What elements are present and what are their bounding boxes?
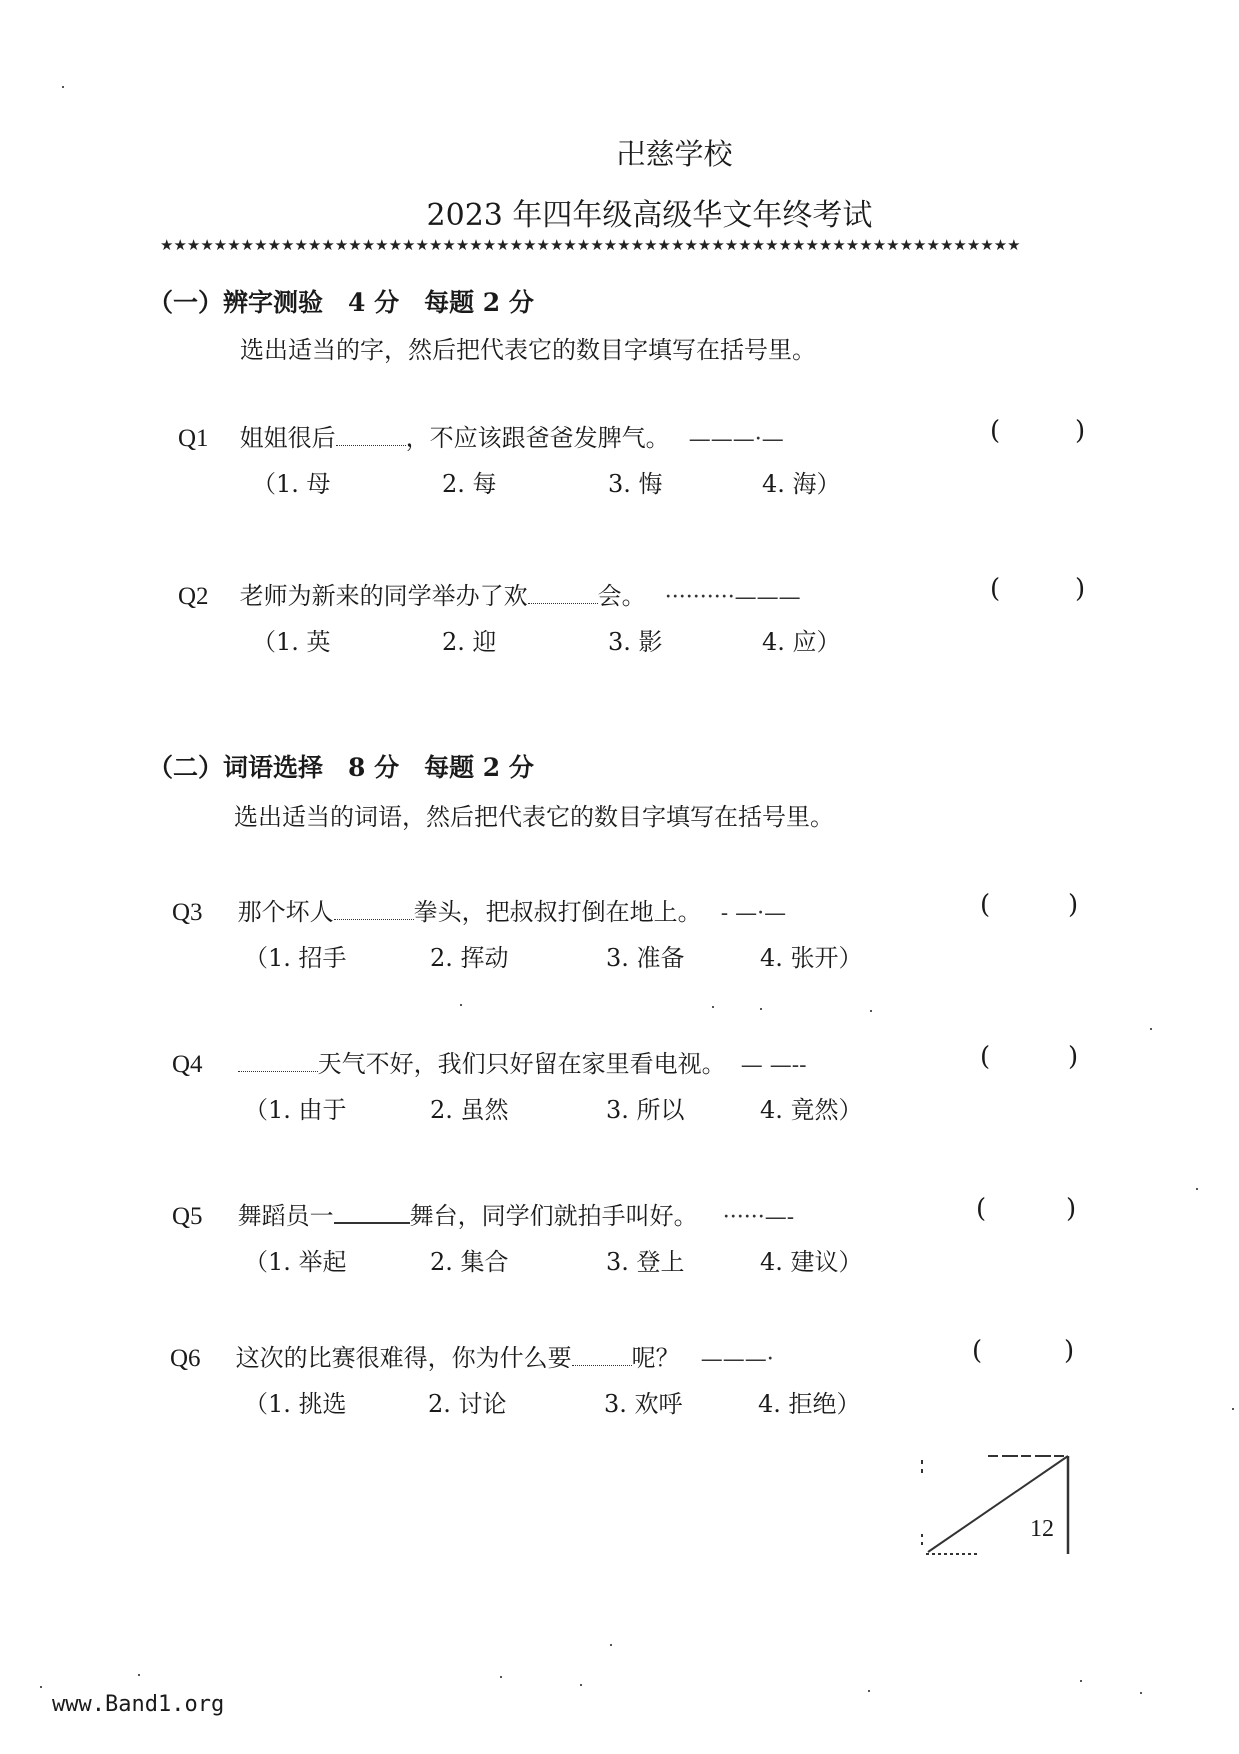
answer-box-q4[interactable] xyxy=(1000,1040,1060,1074)
option-4: 4. 海） xyxy=(762,470,841,498)
option-1: （1. 举起 xyxy=(244,1248,347,1276)
question-text-after: 会。 xyxy=(597,582,646,610)
section-1-title: （一）辨字测验 4 分 每题 2 分 xyxy=(148,288,534,317)
question-number: Q4 xyxy=(172,1051,203,1078)
answer-paren-open: ( xyxy=(980,890,991,920)
answer-paren-close: ) xyxy=(1068,1042,1079,1072)
option-1: （1. 母 xyxy=(252,470,331,498)
question-text-before: 这次的比赛很难得，你为什么要 xyxy=(235,1344,572,1372)
scan-speck xyxy=(500,1676,502,1678)
school-name: 卍慈学校 xyxy=(616,137,733,171)
question-text-before: 老师为新来的同学举办了欢 xyxy=(239,582,528,610)
answer-box-q6[interactable] xyxy=(992,1334,1052,1368)
question-number: Q6 xyxy=(170,1345,201,1372)
option-1: （1. 由于 xyxy=(244,1096,347,1124)
watermark: www.Band1.org xyxy=(52,1692,225,1717)
answer-paren-open: ( xyxy=(976,1194,987,1224)
leader-dashes: ———· xyxy=(700,1347,774,1372)
scan-speck xyxy=(1150,1028,1152,1030)
option-1: （1. 招手 xyxy=(244,944,347,972)
answer-box-q3[interactable] xyxy=(1000,888,1060,922)
answer-paren-open: ( xyxy=(990,416,1001,446)
option-1: （1. 挑选 xyxy=(244,1390,347,1418)
answer-box-q2[interactable] xyxy=(1010,572,1070,606)
question-q6 xyxy=(170,1338,1090,1373)
question-text-before: 姐姐很后 xyxy=(239,424,336,452)
scan-speck xyxy=(1232,1408,1234,1410)
option-2: 2. 挥动 xyxy=(430,944,509,972)
answer-blank[interactable] xyxy=(528,603,598,604)
leader-dashes: - —·— xyxy=(720,901,787,926)
section-1-instruction: 选出适当的字，然后把代表它的数目字填写在括号里。 xyxy=(240,336,816,364)
question-text-after: ，不应该跟爸爸发脾气。 xyxy=(405,424,670,452)
scan-speck xyxy=(1196,1188,1198,1190)
scan-speck xyxy=(460,1004,462,1006)
scan-speck xyxy=(1140,1692,1142,1694)
option-1: （1. 英 xyxy=(252,628,331,656)
option-4: 4. 建议） xyxy=(760,1248,863,1276)
exam-title: 2023 年四年级高级华文年终考试 xyxy=(426,198,873,233)
option-4: 4. 拒绝） xyxy=(758,1390,861,1418)
scan-speck xyxy=(138,1674,140,1676)
answer-blank[interactable] xyxy=(572,1365,632,1366)
question-q3 xyxy=(172,892,1092,927)
answer-paren-close: ) xyxy=(1066,1194,1077,1224)
question-number: Q1 xyxy=(178,425,209,452)
question-text-before: 那个坏人 xyxy=(237,898,334,926)
score-total: 12 xyxy=(1030,1516,1054,1542)
star-divider: ★★★★★★★★★★★★★★★★★★★★★★★★★★★★★★★★★★★★★★★★★★★★★★★★★★★★★★★★★★★★★★★★ xyxy=(160,236,1021,254)
scan-speck xyxy=(760,1008,762,1010)
question-text-after: 舞台，同学们就拍手叫好。 xyxy=(409,1202,698,1230)
option-2: 2. 迎 xyxy=(442,628,497,656)
option-3: 3. 登上 xyxy=(606,1248,685,1276)
scan-speck xyxy=(712,1006,714,1008)
option-3: 3. 悔 xyxy=(608,470,663,498)
scan-speck xyxy=(868,1690,870,1692)
answer-paren-open: ( xyxy=(980,1042,991,1072)
option-3: 3. 准备 xyxy=(606,944,685,972)
option-4: 4. 竟然） xyxy=(760,1096,863,1124)
answer-box-q5[interactable] xyxy=(996,1192,1056,1226)
answer-paren-close: ) xyxy=(1068,890,1079,920)
leader-dashes: — —-- xyxy=(740,1053,807,1078)
answer-paren-open: ( xyxy=(990,574,1001,604)
option-2: 2. 讨论 xyxy=(428,1390,507,1418)
question-text-before: 舞蹈员一 xyxy=(237,1202,334,1230)
answer-blank[interactable] xyxy=(336,445,406,446)
question-text-after: 拳头，把叔叔打倒在地上。 xyxy=(413,898,702,926)
answer-paren-close: ) xyxy=(1064,1336,1075,1366)
option-2: 2. 集合 xyxy=(430,1248,509,1276)
question-number: Q3 xyxy=(172,899,203,926)
answer-blank[interactable] xyxy=(334,1222,410,1224)
option-4: 4. 应） xyxy=(762,628,841,656)
answer-blank[interactable] xyxy=(238,1071,318,1072)
scan-speck xyxy=(1080,1680,1082,1682)
answer-paren-open: ( xyxy=(972,1336,983,1366)
scan-speck xyxy=(580,1684,582,1686)
question-q1 xyxy=(178,418,1098,453)
option-3: 3. 欢呼 xyxy=(604,1390,683,1418)
option-2: 2. 每 xyxy=(442,470,497,498)
question-number: Q2 xyxy=(178,583,209,610)
answer-paren-close: ) xyxy=(1075,416,1086,446)
leader-dashes: ······—- xyxy=(722,1205,795,1230)
scan-speck xyxy=(40,1686,42,1688)
question-q4 xyxy=(172,1044,1092,1079)
score-box-frame xyxy=(918,1442,1078,1562)
scan-speck xyxy=(62,86,64,88)
answer-blank[interactable] xyxy=(334,919,414,920)
option-4: 4. 张开） xyxy=(760,944,863,972)
question-text-after: 呢？ xyxy=(631,1344,680,1372)
answer-paren-close: ) xyxy=(1075,574,1086,604)
score-box[interactable] xyxy=(918,1442,1078,1562)
question-number: Q5 xyxy=(172,1203,203,1230)
leader-dashes: ··········——— xyxy=(664,585,801,610)
option-2: 2. 虽然 xyxy=(430,1096,509,1124)
section-2-title: （二）词语选择 8 分 每题 2 分 xyxy=(148,753,534,782)
option-3: 3. 所以 xyxy=(606,1096,685,1124)
question-q5 xyxy=(172,1196,1092,1231)
answer-box-q1[interactable] xyxy=(1010,414,1070,448)
question-q2 xyxy=(178,576,1098,611)
scan-speck xyxy=(870,1010,872,1012)
scan-speck xyxy=(610,1644,612,1646)
option-3: 3. 影 xyxy=(608,628,663,656)
leader-dashes: ———·— xyxy=(688,427,784,452)
section-2-instruction: 选出适当的词语，然后把代表它的数目字填写在括号里。 xyxy=(234,803,834,831)
question-text-after: 天气不好，我们只好留在家里看电视。 xyxy=(317,1050,726,1078)
